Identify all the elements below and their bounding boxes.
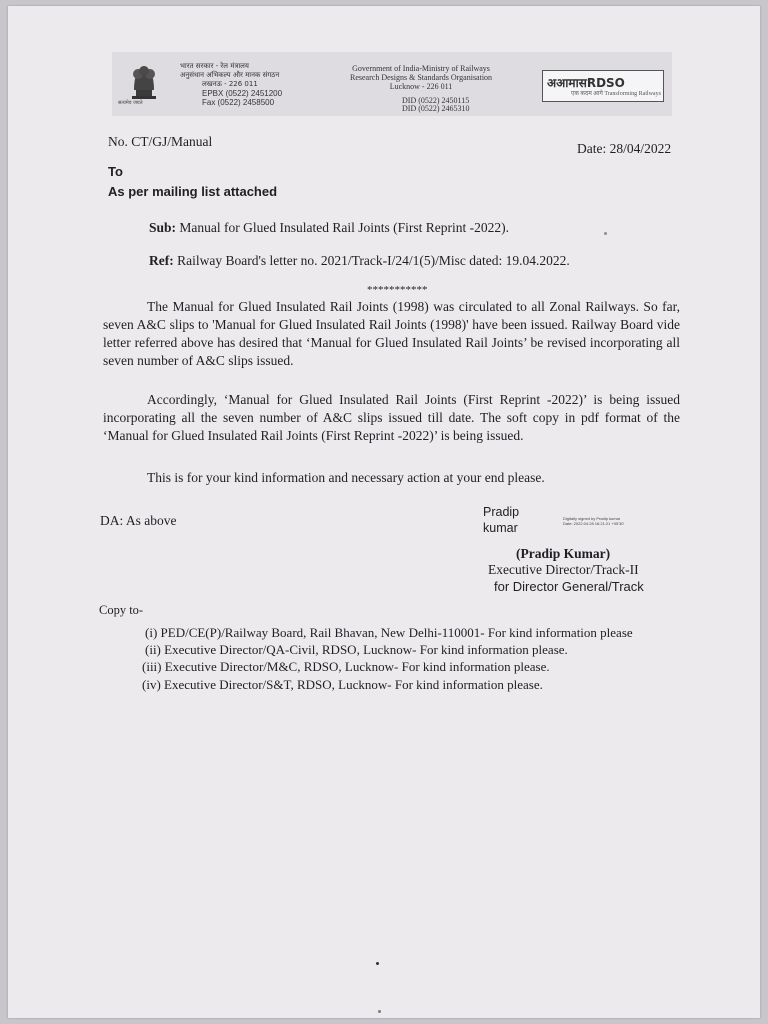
did-number: DID (0522) 2465310 xyxy=(402,104,470,113)
rdso-logo-text: अआमासRDSO xyxy=(547,76,625,90)
paragraph-3: This is for your kind information and necessary action at your end please. xyxy=(147,470,545,485)
english-line: Lucknow - 226 011 xyxy=(389,82,453,91)
copy-item: (i) PED/CE(P)/Railway Board, Rail Bhavan, New Delhi-110001- For kind information please xyxy=(145,625,633,640)
copy-heading: Copy to- xyxy=(99,603,144,617)
national-emblem-icon xyxy=(118,60,166,108)
letterhead xyxy=(112,52,672,116)
rdso-logo xyxy=(542,70,664,102)
letter-date: Date: 28/04/2022 xyxy=(577,141,672,156)
subject-label: Sub: xyxy=(149,220,177,235)
fax-number: Fax (0522) 2458500 xyxy=(202,98,275,107)
signatory-for: for Director General/Track xyxy=(494,579,644,594)
signatory-name: (Pradip Kumar) xyxy=(516,546,611,561)
rdso-logo-subtext: एक कदम आगे Transforming Railways xyxy=(571,91,661,97)
paragraph-2: Accordingly, ‘Manual for Glued Insulated Rail Joints (First Reprint -2022)’ is being issued incorporating all the seven number of A&C slips issued till date. The soft copy in pdf format of the ‘Manual for Glued Insulated Rail Joints (First Reprint -2022)’ is being issued. xyxy=(103,392,680,443)
copy-item: (iii) Executive Director/M&C, RDSO, Lucknow- For kind information please. xyxy=(142,659,550,674)
letterhead-phones xyxy=(402,97,470,113)
did-number: DID (0522) 2450115 xyxy=(402,96,470,105)
scan-speck xyxy=(378,1010,381,1013)
english-line: Research Designs & Standards Organisation xyxy=(350,73,493,82)
ref-line xyxy=(149,253,570,269)
ref-text: Railway Board's letter no. 2021/Track-I/24/1(5)/Misc dated: 19.04.2022. xyxy=(177,253,570,268)
digital-signature-name xyxy=(483,504,519,536)
digital-note-line: Digitally signed by Pradip kumar xyxy=(563,516,621,521)
digital-note-line: Date: 2022.04.28 16:21:21 +05'30' xyxy=(563,521,625,526)
scan-speck xyxy=(376,962,379,965)
ref-label: Ref: xyxy=(149,253,174,268)
reference-number: No. CT/GJ/Manual xyxy=(108,134,213,149)
letterhead-english xyxy=(350,64,492,91)
letterhead-hindi xyxy=(180,62,282,107)
mailing-list: As per mailing list attached xyxy=(108,184,278,199)
emblem-caption: सत्यमेव जयते xyxy=(118,100,143,106)
copy-item: (iv) Executive Director/S&T, RDSO, Lucknow- For kind information please. xyxy=(142,677,543,692)
hindi-line: अनुसंधान अभिकल्प और मानक संगठन xyxy=(180,71,280,79)
to-label: To xyxy=(108,164,123,179)
hindi-line: भारत सरकार - रेल मंत्रालय xyxy=(180,62,249,70)
subject-text: Manual for Glued Insulated Rail Joints (First Reprint -2022). xyxy=(179,220,509,235)
scan-speck xyxy=(604,232,607,235)
epbx-number: EPBX (0522) 2451200 xyxy=(202,89,283,98)
english-line: Government of India-Ministry of Railways xyxy=(352,64,490,73)
copy-item: (ii) Executive Director/QA-Civil, RDSO, Lucknow- For kind information please. xyxy=(145,642,568,657)
signature-first-name: Pradip xyxy=(483,505,520,519)
signature-last-name: kumar xyxy=(483,521,518,535)
da-line: DA: As above xyxy=(100,513,177,528)
subject-line xyxy=(149,220,509,236)
separator-stars: *********** xyxy=(367,284,428,296)
signatory-designation: Executive Director/Track-II xyxy=(488,562,639,577)
paragraph-1: The Manual for Glued Insulated Rail Joints (1998) was circulated to all Zonal Railways. So far, seven A&C slips to 'Manual for Glued Insulated Rail Joints (1998)' have been issued. Railway Board vide letter referred above has desired that ‘Manual for Glued Insulated Rail Joints’ be revised incorporating all seven number of A&C slips issued. xyxy=(103,299,680,368)
hindi-line: लखनऊ - 226 011 xyxy=(202,80,258,88)
letter-page xyxy=(8,6,760,1018)
digital-signature-note xyxy=(563,516,624,526)
